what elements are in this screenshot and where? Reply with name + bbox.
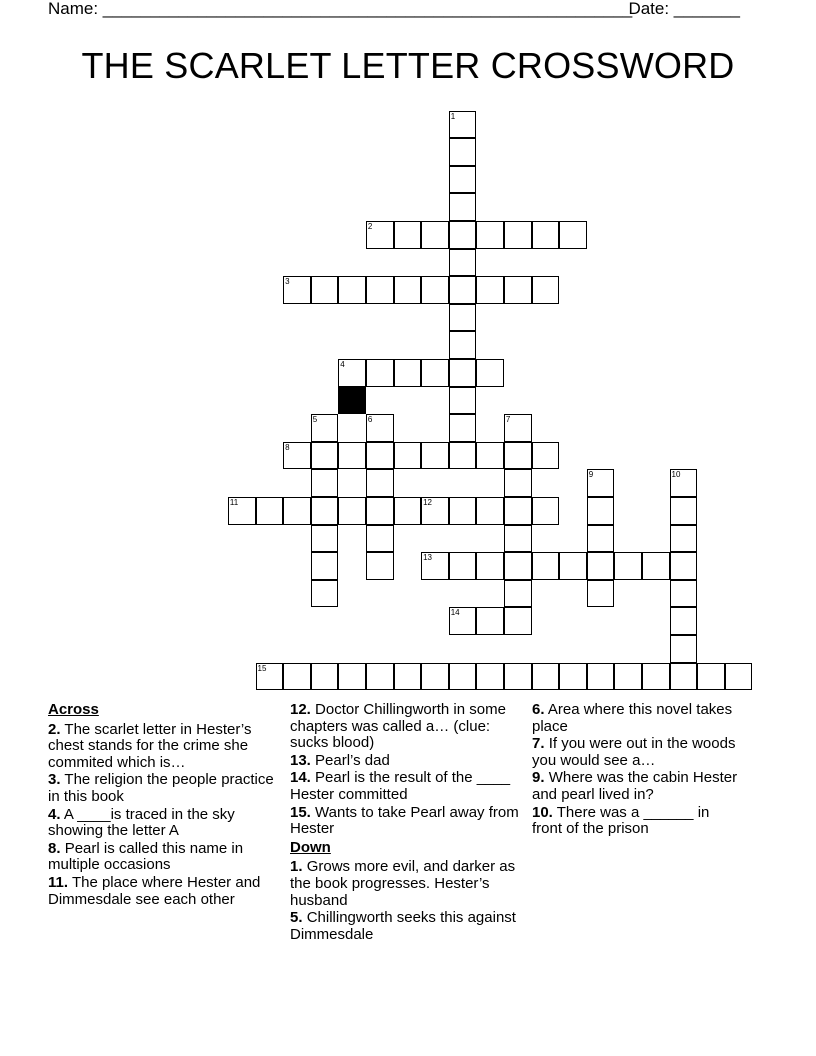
clue-number: 11. bbox=[48, 873, 69, 891]
clue-text: Pearl is called this name in multiple occasions bbox=[48, 839, 244, 874]
grid-cell[interactable] bbox=[366, 359, 394, 387]
grid-cell[interactable] bbox=[504, 414, 532, 442]
clue-item bbox=[290, 770, 522, 803]
clue-number-label: 1 bbox=[450, 111, 456, 121]
clue-number-label: 6 bbox=[367, 415, 373, 425]
clue-number: 4. bbox=[48, 805, 61, 823]
grid-cell[interactable] bbox=[449, 607, 477, 635]
clue-item bbox=[290, 702, 522, 752]
grid-cell[interactable] bbox=[366, 442, 394, 470]
grid-cell[interactable] bbox=[449, 276, 477, 304]
grid-cell[interactable] bbox=[449, 249, 477, 277]
grid-cell[interactable] bbox=[311, 552, 339, 580]
clue-number-label: 13 bbox=[423, 553, 432, 563]
grid-cell[interactable] bbox=[504, 525, 532, 553]
grid-cell[interactable] bbox=[256, 497, 284, 525]
grid-cell[interactable] bbox=[532, 552, 560, 580]
clue-number: 2. bbox=[48, 720, 61, 738]
grid-cell[interactable] bbox=[614, 552, 642, 580]
grid-cell[interactable] bbox=[311, 442, 339, 470]
grid-cell[interactable] bbox=[476, 552, 504, 580]
grid-cell[interactable] bbox=[449, 359, 477, 387]
clue-number-label: 15 bbox=[257, 663, 267, 673]
grid-cell[interactable] bbox=[532, 497, 560, 525]
grid-cell[interactable] bbox=[366, 414, 394, 442]
clue-text: Wants to take Pearl away from Hester bbox=[290, 803, 519, 838]
grid-cell[interactable] bbox=[697, 663, 725, 691]
grid-cell[interactable] bbox=[587, 525, 615, 553]
grid-cell[interactable] bbox=[421, 276, 449, 304]
clue-number-label: 5 bbox=[312, 415, 318, 425]
clue-text: Chillingworth seeks this against Dimmesdale bbox=[290, 909, 516, 943]
grid-cell[interactable] bbox=[504, 497, 532, 525]
grid-cell[interactable] bbox=[394, 221, 422, 249]
clue-number-label: 10 bbox=[671, 470, 681, 480]
clue-item bbox=[48, 875, 276, 908]
grid-cell[interactable] bbox=[366, 276, 394, 304]
clue-number-label: 12 bbox=[423, 497, 432, 507]
grid-cell[interactable] bbox=[504, 469, 532, 497]
grid-cell[interactable] bbox=[311, 276, 339, 304]
grid-cell[interactable] bbox=[587, 552, 615, 580]
grid-cell[interactable] bbox=[449, 304, 477, 332]
clue-number-label: 4 bbox=[340, 359, 345, 369]
grid-cell[interactable] bbox=[449, 221, 477, 249]
grid-cell[interactable] bbox=[338, 497, 366, 525]
grid-cell[interactable] bbox=[449, 442, 477, 470]
grid-cell[interactable] bbox=[476, 359, 504, 387]
clue-text: Where was the cabin Hester and pearl lived in? bbox=[532, 769, 738, 803]
grid-cell[interactable] bbox=[449, 414, 477, 442]
clue-number-label: 11 bbox=[229, 497, 239, 507]
grid-cell[interactable] bbox=[504, 442, 532, 470]
grid-cell[interactable] bbox=[670, 497, 698, 525]
clues-column-2 bbox=[290, 702, 522, 944]
grid-cell[interactable] bbox=[504, 663, 532, 691]
grid-cell[interactable] bbox=[587, 469, 615, 497]
clue-text: Grows more evil, and darker as the book progresses. Hester’s husband bbox=[290, 858, 516, 909]
clue-item bbox=[290, 805, 522, 838]
date-field-label: Date: _______ bbox=[628, 0, 740, 18]
clue-number: 13. bbox=[290, 751, 311, 769]
grid-cell[interactable] bbox=[532, 442, 560, 470]
grid-cell[interactable] bbox=[449, 166, 477, 194]
grid-cell[interactable] bbox=[283, 442, 311, 470]
clue-item bbox=[48, 722, 276, 772]
clue-item bbox=[532, 770, 742, 803]
grid-cell[interactable] bbox=[366, 469, 394, 497]
grid-cell[interactable] bbox=[449, 387, 477, 415]
grid-cell[interactable] bbox=[504, 580, 532, 608]
clue-item bbox=[48, 807, 276, 840]
grid-cell[interactable] bbox=[311, 497, 339, 525]
clue-number: 3. bbox=[48, 771, 61, 789]
clue-text: If you were out in the woods you would see a… bbox=[532, 735, 736, 769]
grid-cell[interactable] bbox=[449, 111, 477, 139]
clue-number-label: 2 bbox=[367, 221, 373, 231]
grid-cell[interactable] bbox=[338, 276, 366, 304]
grid-cell[interactable] bbox=[421, 552, 449, 580]
grid-cell[interactable] bbox=[366, 552, 394, 580]
grid-cell[interactable] bbox=[532, 221, 560, 249]
clue-number: 8. bbox=[48, 839, 61, 857]
grid-cell[interactable] bbox=[504, 276, 532, 304]
grid-cell[interactable] bbox=[532, 276, 560, 304]
grid-cell[interactable] bbox=[642, 663, 670, 691]
grid-cell[interactable] bbox=[311, 414, 339, 442]
clue-text: There was a ______ in front of the prison bbox=[532, 803, 710, 838]
grid-cell[interactable] bbox=[670, 663, 698, 691]
grid-cell[interactable] bbox=[476, 442, 504, 470]
grid-cell[interactable] bbox=[311, 525, 339, 553]
grid-cell[interactable] bbox=[366, 221, 394, 249]
grid-cell[interactable] bbox=[283, 663, 311, 691]
clue-item bbox=[532, 736, 742, 769]
clue-text: Pearl is the result of the ____ Hester committed bbox=[290, 769, 511, 803]
grid-cell[interactable] bbox=[421, 221, 449, 249]
clue-item bbox=[532, 805, 742, 838]
grid-cell[interactable] bbox=[504, 221, 532, 249]
grid-cell[interactable] bbox=[366, 497, 394, 525]
grid-cell[interactable] bbox=[670, 469, 698, 497]
clue-number: 12. bbox=[290, 701, 311, 718]
clue-number-label: 14 bbox=[450, 608, 460, 618]
grid-cell[interactable] bbox=[394, 497, 422, 525]
clue-text: Area where this novel takes place bbox=[532, 701, 733, 735]
grid-cell[interactable] bbox=[587, 663, 615, 691]
grid-cell[interactable] bbox=[283, 276, 311, 304]
grid-cell[interactable] bbox=[504, 552, 532, 580]
grid-cell[interactable] bbox=[338, 359, 366, 387]
clue-item bbox=[48, 841, 276, 874]
clue-number-label: 8 bbox=[285, 442, 290, 452]
clues-column-3 bbox=[532, 702, 742, 839]
grid-cell[interactable] bbox=[476, 276, 504, 304]
clue-text: Pearl’s dad bbox=[315, 751, 390, 769]
grid-cell[interactable] bbox=[449, 497, 477, 525]
clue-text: A ____is traced in the sky showing the letter A bbox=[48, 805, 235, 840]
clue-item bbox=[290, 753, 522, 770]
down-heading: Down bbox=[290, 838, 331, 856]
clue-number-label: 7 bbox=[505, 415, 511, 425]
grid-cell[interactable] bbox=[421, 663, 449, 691]
name-field-label: Name: ________________________________________________________ bbox=[48, 0, 633, 18]
grid-cell[interactable] bbox=[311, 580, 339, 608]
grid-cell[interactable] bbox=[449, 331, 477, 359]
grid-cell[interactable] bbox=[670, 635, 698, 663]
grid-cell[interactable] bbox=[476, 663, 504, 691]
grid-cell[interactable] bbox=[449, 552, 477, 580]
grid-cell[interactable] bbox=[614, 663, 642, 691]
grid-cell[interactable] bbox=[338, 442, 366, 470]
grid-cell[interactable] bbox=[421, 442, 449, 470]
clue-item bbox=[532, 702, 742, 735]
grid-cell[interactable] bbox=[366, 525, 394, 553]
grid-block-cell bbox=[338, 387, 366, 415]
grid-cell[interactable] bbox=[449, 193, 477, 221]
grid-cell[interactable] bbox=[559, 221, 587, 249]
clue-number: 6. bbox=[532, 701, 545, 718]
grid-cell[interactable] bbox=[338, 663, 366, 691]
clue-number: 1. bbox=[290, 858, 303, 876]
grid-cell[interactable] bbox=[670, 580, 698, 608]
clue-number-label: 9 bbox=[588, 470, 594, 480]
grid-cell[interactable] bbox=[532, 663, 560, 691]
clue-number: 5. bbox=[290, 909, 303, 927]
clue-number: 15. bbox=[290, 803, 311, 821]
clue-item bbox=[290, 859, 522, 909]
grid-cell[interactable] bbox=[587, 497, 615, 525]
grid-cell[interactable] bbox=[476, 221, 504, 249]
grid-cell[interactable] bbox=[476, 497, 504, 525]
grid-cell[interactable] bbox=[394, 359, 422, 387]
grid-cell[interactable] bbox=[642, 552, 670, 580]
grid-cell[interactable] bbox=[421, 359, 449, 387]
clue-number: 10. bbox=[532, 803, 553, 821]
grid-cell[interactable] bbox=[587, 580, 615, 608]
grid-cell[interactable] bbox=[670, 525, 698, 553]
clue-number: 14. bbox=[290, 769, 311, 787]
grid-cell[interactable] bbox=[476, 607, 504, 635]
grid-cell[interactable] bbox=[670, 552, 698, 580]
grid-cell[interactable] bbox=[311, 663, 339, 691]
grid-cell[interactable] bbox=[394, 663, 422, 691]
clue-text: The scarlet letter in Hester’s chest stands for the crime she commited which is… bbox=[48, 720, 252, 771]
clue-text: The place where Hester and Dimmesdale see each other bbox=[48, 873, 261, 908]
clue-item bbox=[290, 910, 522, 943]
grid-cell[interactable] bbox=[449, 138, 477, 166]
grid-cell[interactable] bbox=[366, 663, 394, 691]
grid-cell[interactable] bbox=[394, 276, 422, 304]
clue-number-label: 3 bbox=[285, 277, 290, 287]
clues-column-1 bbox=[48, 702, 276, 909]
grid-cell[interactable] bbox=[311, 469, 339, 497]
grid-cell[interactable] bbox=[559, 552, 587, 580]
grid-cell[interactable] bbox=[228, 497, 256, 525]
grid-cell[interactable] bbox=[256, 663, 284, 691]
clue-number: 9. bbox=[532, 769, 545, 787]
grid-cell[interactable] bbox=[504, 607, 532, 635]
grid-cell[interactable] bbox=[283, 497, 311, 525]
grid-cell[interactable] bbox=[670, 607, 698, 635]
clue-text: Doctor Chillingworth in some chapters was called a… (clue: sucks blood) bbox=[290, 701, 506, 752]
grid-cell[interactable] bbox=[725, 663, 753, 691]
across-heading: Across bbox=[48, 701, 99, 718]
clue-number: 7. bbox=[532, 735, 545, 753]
page-title: THE SCARLET LETTER CROSSWORD bbox=[81, 45, 735, 86]
grid-cell[interactable] bbox=[449, 663, 477, 691]
clue-item bbox=[48, 772, 276, 805]
grid-cell[interactable] bbox=[394, 442, 422, 470]
clue-text: The religion the people practice in this book bbox=[48, 771, 274, 805]
grid-cell[interactable] bbox=[421, 497, 449, 525]
grid-cell[interactable] bbox=[559, 663, 587, 691]
